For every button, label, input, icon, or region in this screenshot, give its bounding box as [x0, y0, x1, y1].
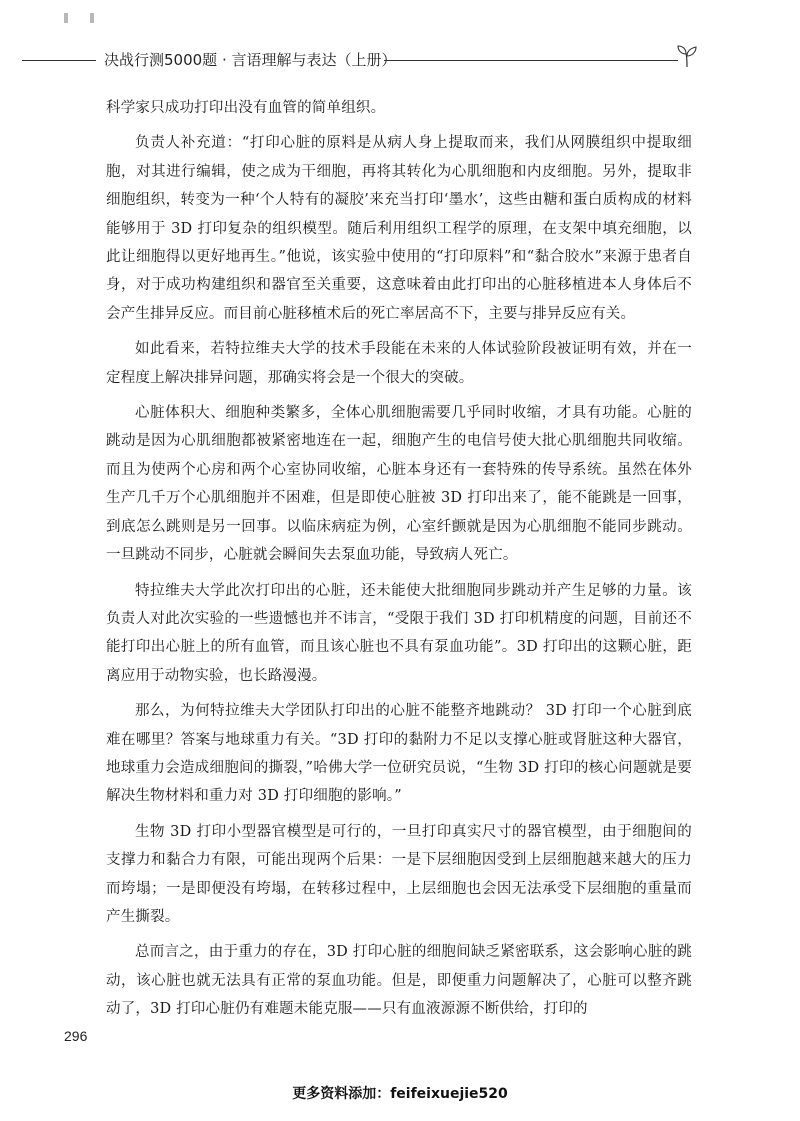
paragraph: 生物 3D 打印小型器官模型是可行的，一旦打印真实尺寸的器官模型，由于细胞间的支撑力和黏合力有限，可能出现两个后果：一是下层细胞因受到上层细胞越来越大的压力而垮塌；一是即便没有垮塌，在转移过程中，上层细胞也会因无法承受下层细胞的重量而产生撕裂。 [106, 823, 692, 925]
paragraph: 总而言之，由于重力的存在，3D 打印心脏的细胞间缺乏紧密联系，这会影响心脏的跳动，该心脏也就无法具有正常的泵血功能。但是，即便重力问题解决了，心脏可以整齐跳动了，3D 打印心脏仍有难题未能克服——只有血液源源不断供给，打印的 [106, 944, 692, 1018]
paragraph: 负责人补充道：“打印心脏的原料是从病人身上提取而来，我们从网膜组织中提取细胞，对其进行编辑，使之成为干细胞，再将其转化为心肌细胞和内皮细胞。另外，提取非细胞组织，转变为一种‘个人特有的凝胶’来充当打印‘墨水’，这些由糖和蛋白质构成的材料能够用于 3D 打印复杂的组织模型。随后利用组织工程学的原理，在支架中填充细胞，以此让细胞得以更好地再生。”他说，该实验中使用的“打印原料”和“黏合胶水”来源于患者自身，对于成功构建组织和器官至关重要，这意味着由此打印出的心脏移植进本人身体后不会产生排异反应。而目前心脏移植术后的死亡率居高不下，主要与排异反应有关。 [106, 135, 692, 322]
paragraph: 特拉维夫大学此次打印出的心脏，还未能使大批细胞同步跳动并产生足够的力量。该负责人对此次实验的一些遗憾也并不讳言，“受限于我们 3D 打印机精度的问题，目前还不能打印出心脏上的所有血管，而且该心脏也不具有泵血功能”。3D 打印出的这颗心脏，距离应用于动物实验，也长路漫漫。 [106, 582, 692, 684]
sprout-icon [676, 44, 698, 68]
page-number: 296 [64, 1028, 88, 1044]
running-header [0, 44, 800, 74]
article-body [106, 94, 692, 1031]
scan-mark [64, 13, 68, 23]
paragraph: 那么，为何特拉维夫大学团队打印出的心脏不能整齐地跳动？ 3D 打印一个心脏到底难在哪里？答案与地球重力有关。“3D 打印的黏附力不足以支撑心脏或肾脏这种大器官，地球重力会造成细胞间的撕裂，”哈佛大学一位研究员说，“生物 3D 打印的核心问题就是要解决生物材料和重力对 3D 打印细胞的影响。” [106, 703, 692, 805]
paragraph: 科学家只成功打印出没有血管的简单组织。 [106, 100, 386, 116]
footer-note: 更多资料添加：feifeixuejie520 [292, 1086, 508, 1102]
header-rule-right [384, 60, 678, 61]
header-rule-left [22, 60, 96, 61]
scan-mark [90, 13, 94, 23]
paragraph: 如此看来，若特拉维夫大学的技术手段能在未来的人体试验阶段被证明有效，并在一定程度上解决排异问题，那确实将会是一个很大的突破。 [106, 341, 692, 386]
paragraph: 心脏体积大、细胞种类繁多，全体心肌细胞需要几乎同时收缩，才具有功能。心脏的跳动是因为心肌细胞都被紧密地连在一起，细胞产生的电信号使大批心肌细胞共同收缩。而且为使两个心房和两个心室协同收缩，心脏本身还有一套特殊的传导系统。虽然在体外生产几千万个心肌细胞并不困难，但是即使心脏被 3D 打印出来了，能不能跳是一回事，到底怎么跳则是另一回事。以临床病症为例，心室纤颤就是因为心肌细胞不能同步跳动。一旦跳动不同步，心脏就会瞬间失去泵血功能，导致病人死亡。 [106, 405, 692, 564]
header-title: 决战行测5000题 · 言语理解与表达（上册） [104, 51, 397, 69]
